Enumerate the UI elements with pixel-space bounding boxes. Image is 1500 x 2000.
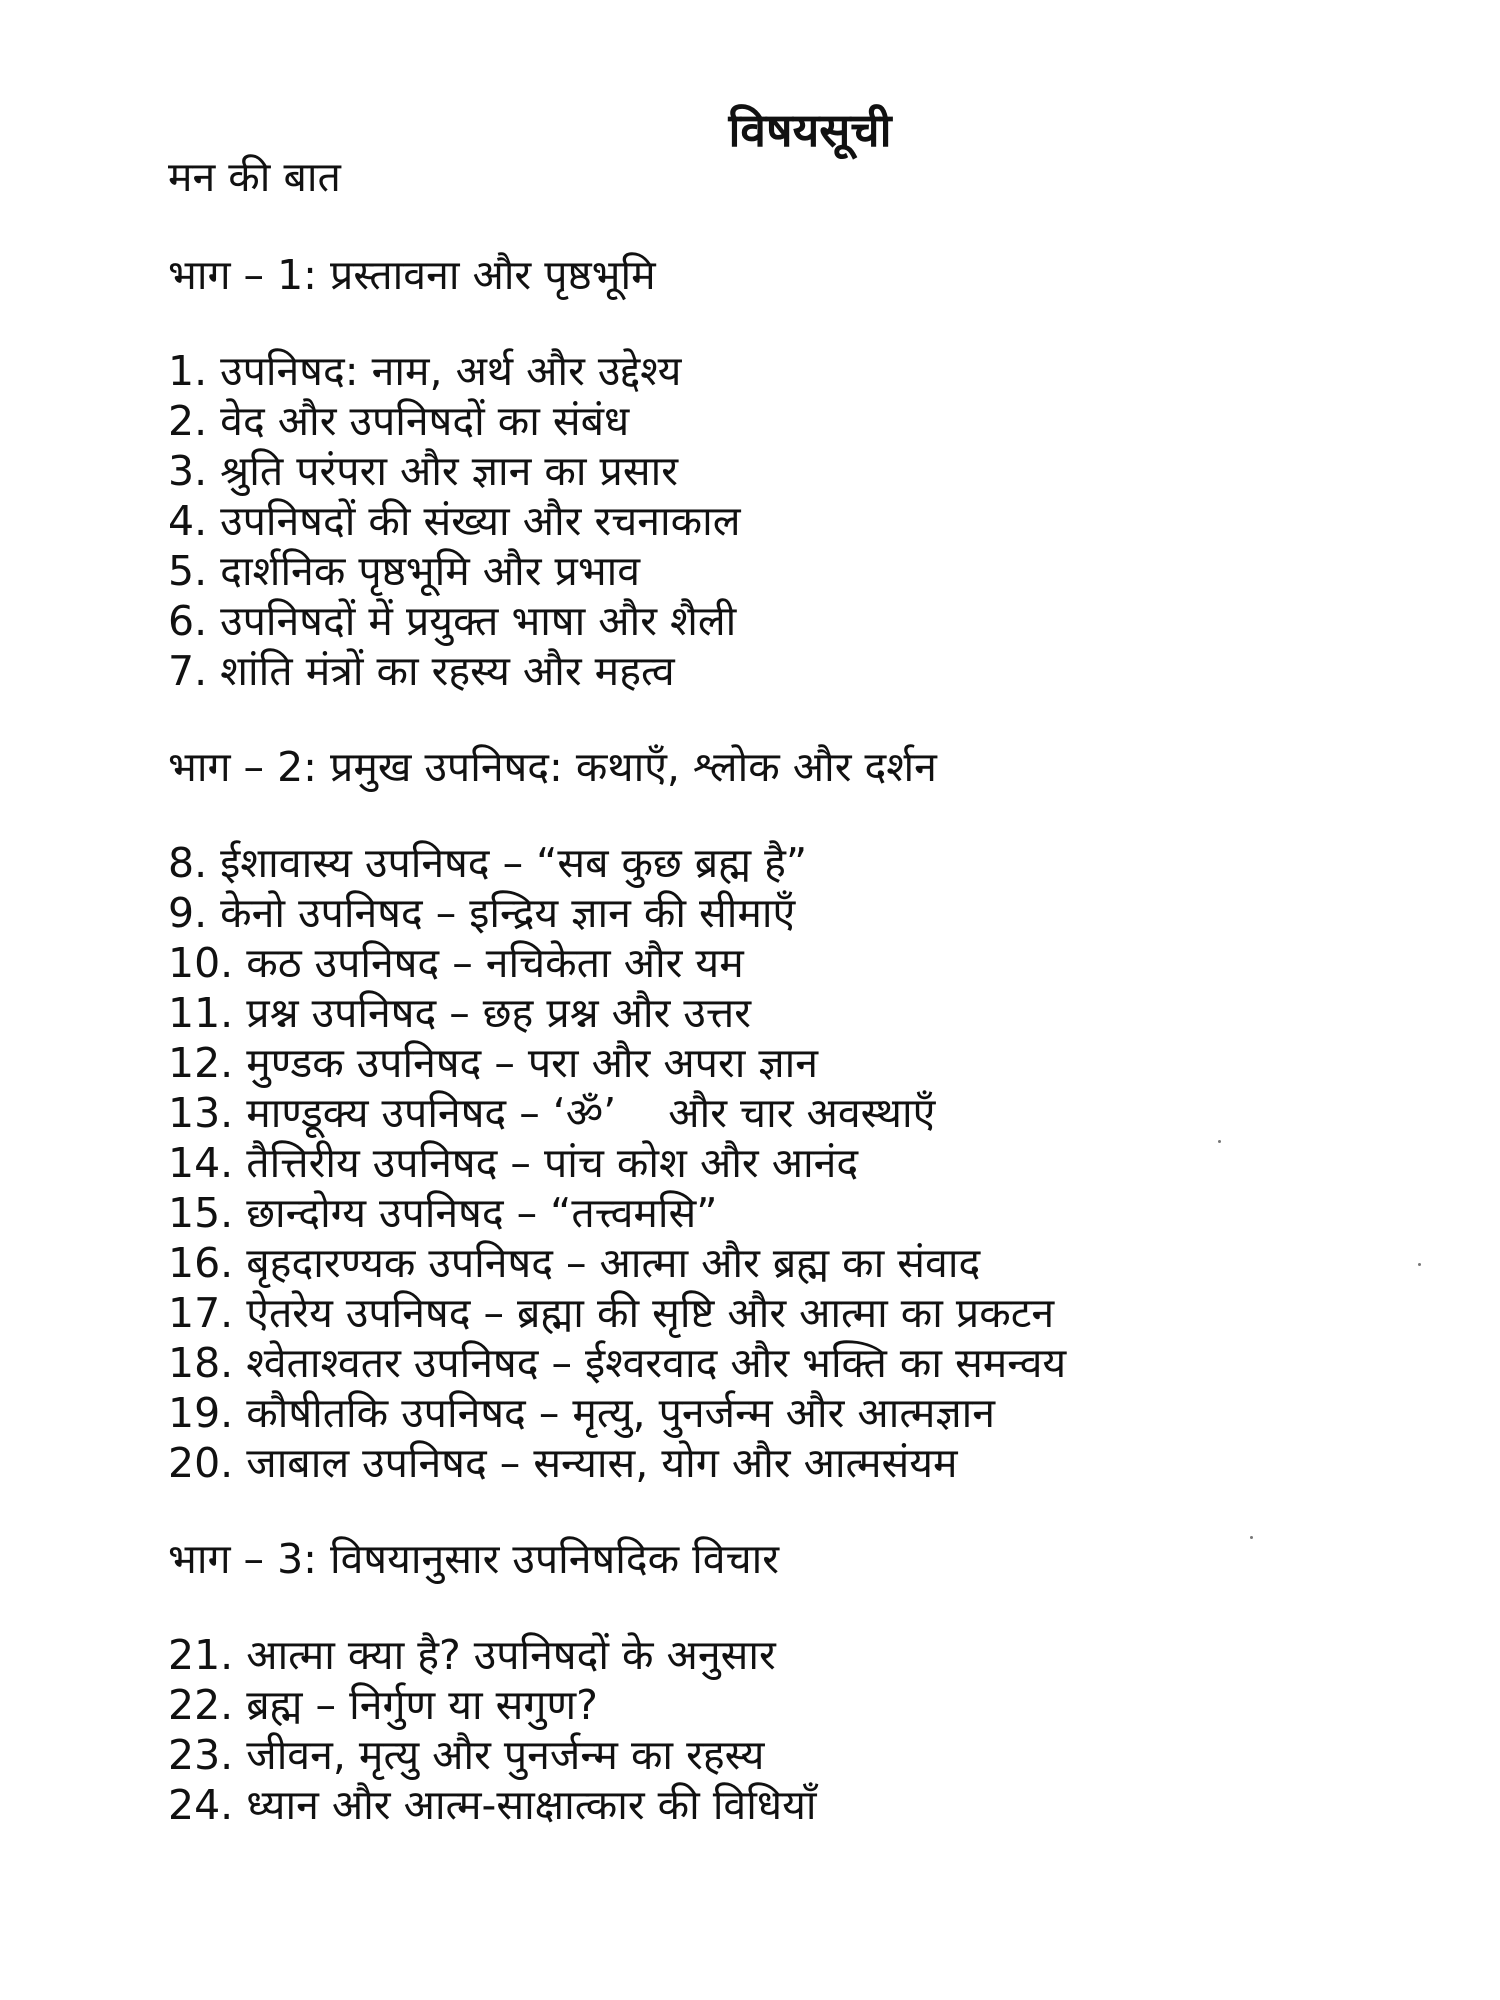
chapter-item: 2. वेद और उपनिषदों का संबंध: [168, 397, 630, 445]
chapter-item: 6. उपनिषदों में प्रयुक्त भाषा और शैली: [168, 597, 737, 645]
chapter-item: 22. ब्रह्म – निर्गुण या सगुण?: [168, 1681, 598, 1729]
chapter-item: 13. माण्डूक्य उपनिषद – ‘ॐ’ और चार अवस्थाएँ: [168, 1089, 936, 1137]
chapter-item: 16. बृहदारण्यक उपनिषद – आत्मा और ब्रह्म का संवाद: [168, 1239, 981, 1287]
part-heading: भाग – 3: विषयानुसार उपनिषदिक विचार: [168, 1535, 780, 1583]
chapter-item: 4. उपनिषदों की संख्या और रचनाकाल: [168, 497, 741, 545]
chapter-item: 20. जाबाल उपनिषद – सन्यास, योग और आत्मसंयम: [168, 1439, 958, 1487]
chapter-item: 11. प्रश्न उपनिषद – छह प्रश्न और उत्तर: [168, 989, 751, 1037]
table-of-contents: [168, 150, 1468, 1874]
chapter-item: 18. श्वेताश्वतर उपनिषद – ईश्वरवाद और भक्ति का समन्वय: [168, 1339, 1067, 1387]
chapter-list: [168, 1630, 1468, 1830]
part-2: [168, 740, 1468, 1488]
chapter-item: 12. मुण्डक उपनिषद – परा और अपरा ज्ञान: [168, 1039, 819, 1087]
part-1: [168, 248, 1468, 696]
scan-speck: [1418, 1263, 1421, 1266]
chapter-list: [168, 838, 1468, 1488]
chapter-item: 23. जीवन, मृत्यु और पुनर्जन्म का रहस्य: [168, 1731, 765, 1779]
chapter-item: 14. तैत्तिरीय उपनिषद – पांच कोश और आनंद: [168, 1139, 859, 1187]
chapter-list: [168, 346, 1468, 696]
chapter-item: 5. दार्शनिक पृष्ठभूमि और प्रभाव: [168, 547, 641, 595]
chapter-item: 8. ईशावास्य उपनिषद – “सब कुछ ब्रह्म है”: [168, 839, 808, 887]
chapter-item: 10. कठ उपनिषद – नचिकेता और यम: [168, 939, 744, 987]
chapter-item: 3. श्रुति परंपरा और ज्ञान का प्रसार: [168, 447, 678, 495]
chapter-item: 24. ध्यान और आत्म-साक्षात्कार की विधियाँ: [168, 1781, 817, 1829]
page-title: विषयसूची: [728, 103, 892, 157]
chapter-item: 19. कौषीतकि उपनिषद – मृत्यु, पुनर्जन्म और आत्मज्ञान: [168, 1389, 996, 1437]
part-heading: भाग – 2: प्रमुख उपनिषद: कथाएँ, श्लोक और दर्शन: [168, 743, 937, 791]
scan-speck: [1250, 1536, 1253, 1539]
intro-entry: मन की बात: [168, 153, 341, 201]
chapter-item: 15. छान्दोग्य उपनिषद – “तत्त्वमसि”: [168, 1189, 718, 1237]
chapter-item: 9. केनो उपनिषद – इन्द्रिय ज्ञान की सीमाएँ: [168, 889, 796, 937]
part-heading: भाग – 1: प्रस्तावना और पृष्ठभूमि: [168, 251, 656, 299]
scan-speck: [1218, 1140, 1221, 1143]
chapter-item: 21. आत्मा क्या है? उपनिषदों के अनुसार: [168, 1631, 776, 1679]
chapter-item: 17. ऐतरेय उपनिषद – ब्रह्मा की सृष्टि और आत्मा का प्रकटन: [168, 1289, 1055, 1337]
chapter-item: 7. शांति मंत्रों का रहस्य और महत्व: [168, 647, 675, 695]
part-3: [168, 1532, 1468, 1830]
chapter-item: 1. उपनिषद: नाम, अर्थ और उद्देश्य: [168, 347, 682, 395]
